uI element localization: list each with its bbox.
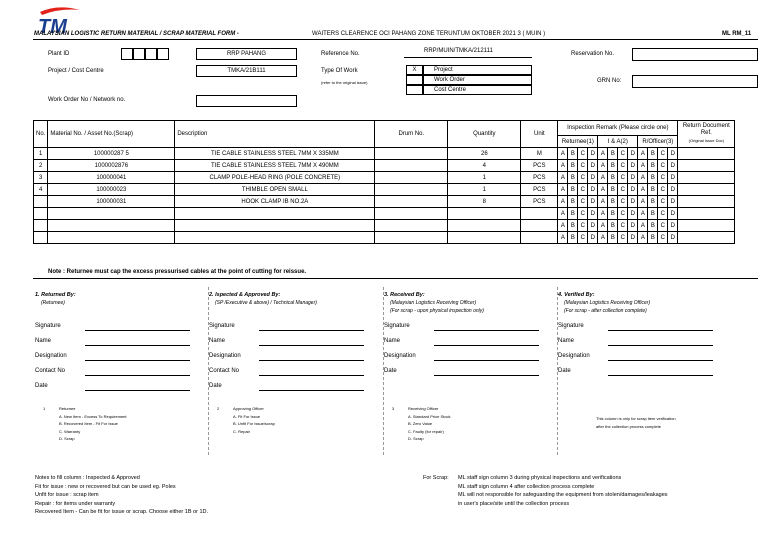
footer-note: Repair : for items under warranty [35, 500, 116, 507]
grade-option[interactable]: D [588, 184, 598, 196]
type-of-work-label: Type Of Work [321, 68, 358, 74]
grade-option[interactable]: D [588, 232, 598, 244]
row-drum[interactable] [375, 220, 448, 232]
grade-option[interactable]: D [588, 172, 598, 184]
table-row [34, 208, 735, 220]
legend-item: B. Zero Value [408, 421, 433, 426]
grade-option[interactable]: A [638, 160, 648, 172]
signoff-field-line[interactable] [434, 375, 539, 376]
project-label: Project / Cost Centre [48, 68, 104, 74]
row-unit[interactable] [521, 232, 558, 244]
signoff-field-line[interactable] [85, 330, 190, 331]
row-no[interactable]: 3 [34, 172, 48, 184]
row-no[interactable] [34, 220, 48, 232]
table-row [34, 160, 735, 172]
row-return-doc[interactable] [678, 160, 735, 172]
grade-option[interactable]: B [568, 220, 578, 232]
signoff-legend [392, 405, 450, 443]
work-order-field[interactable] [196, 95, 297, 107]
grade-option[interactable]: C [578, 220, 588, 232]
signoff-section-2 [209, 287, 384, 455]
row-description[interactable]: CLAMP POLE-HEAD RING (POLE CONCRETE) [175, 172, 375, 184]
row-unit[interactable]: PCS [521, 196, 558, 208]
grade-option[interactable]: D [588, 196, 598, 208]
signoff-field-line[interactable] [608, 360, 713, 361]
signoff-subtitle: (Returnee) [41, 300, 65, 306]
row-return-doc[interactable] [678, 220, 735, 232]
header-unit: Unit [521, 121, 558, 148]
form-subject: WAITERS CLEARENCE OCI PAHANG ZONE TERUNTUM OKTOBER 2021 3 ( MUIN ) [312, 31, 546, 37]
scrap-note: ML staff sign column 4 after collection process complete [458, 483, 595, 490]
row-drum[interactable] [375, 196, 448, 208]
signoff-field-label: Name [35, 338, 52, 344]
grade-option[interactable]: A [598, 220, 608, 232]
grade-option[interactable]: B [648, 196, 658, 208]
grade-option[interactable]: D [668, 160, 678, 172]
signoff-subtitle: (For scrap - after collection complete) [564, 308, 647, 314]
legend-title: Returnee [59, 406, 76, 411]
row-material[interactable] [48, 220, 175, 232]
logo-text: TM [38, 16, 67, 36]
grade-option[interactable]: B [608, 232, 618, 244]
row-return-doc[interactable] [678, 172, 735, 184]
signoff-field-line[interactable] [608, 330, 713, 331]
grade-option[interactable]: A [638, 220, 648, 232]
row-description[interactable] [175, 220, 375, 232]
row-unit[interactable] [521, 208, 558, 220]
header-description: Description [175, 121, 375, 148]
grade-option[interactable]: A [598, 160, 608, 172]
row-description[interactable]: THIMBLE OPEN SMALL [175, 184, 375, 196]
row-description[interactable] [175, 232, 375, 244]
grade-option[interactable]: B [648, 184, 658, 196]
header-returnee: Returnee(1) [558, 136, 598, 148]
grade-option[interactable]: B [568, 172, 578, 184]
grade-option[interactable]: D [668, 220, 678, 232]
table-row [34, 232, 735, 244]
grade-option[interactable]: C [658, 220, 668, 232]
grade-option[interactable]: A [638, 148, 648, 160]
grade-option[interactable]: A [638, 196, 648, 208]
type-of-work-note: (refer to the original issue) [321, 80, 368, 85]
grade-option[interactable]: D [628, 184, 638, 196]
legend-item: A. Standard Price Stock [408, 413, 451, 419]
type-option-work-order: Work Order [423, 75, 532, 85]
type-option-project: Project [423, 65, 532, 75]
header-ia: I & A(2) [598, 136, 638, 148]
grade-option[interactable]: C [618, 196, 628, 208]
legend-number: 3 [392, 406, 395, 411]
grade-option[interactable]: C [658, 148, 668, 160]
row-description[interactable]: HOOK CLAMP IB NO.2A [175, 196, 375, 208]
grade-option[interactable]: B [648, 160, 658, 172]
grade-option[interactable]: A [638, 172, 648, 184]
signoff-title: 1. Returned By: [35, 292, 76, 298]
table-note: Note : Returnee must cap the excess pressurised cables at the point of cutting for reissue. [48, 269, 307, 275]
signoff-field-line[interactable] [259, 345, 364, 346]
scrap-notes [458, 474, 668, 508]
row-no[interactable] [34, 232, 48, 244]
table-row [34, 148, 735, 160]
signoff-field-line[interactable] [85, 375, 190, 376]
row-quantity[interactable]: 8 [448, 196, 521, 208]
row-material[interactable] [48, 232, 175, 244]
signoff-legend [43, 405, 127, 443]
row-quantity[interactable] [448, 220, 521, 232]
grade-option[interactable]: D [668, 148, 678, 160]
row-unit[interactable]: PCS [521, 160, 558, 172]
footer-note: Recovered Item - Can be fit for issue or scrap. Choose either 1B or 1D. [35, 509, 209, 515]
row-no[interactable] [34, 196, 48, 208]
signoff-field-label: Name [384, 338, 401, 344]
grade-option[interactable]: A [558, 160, 568, 172]
signoff-field-label: Signature [209, 323, 235, 329]
grade-option[interactable]: B [648, 172, 658, 184]
row-return-doc[interactable] [678, 232, 735, 244]
signoff-field-label: Signature [558, 323, 584, 329]
grade-option[interactable]: B [608, 220, 618, 232]
grade-option[interactable]: D [588, 148, 598, 160]
scrap-note: ML staff sign column 3 during physical inspections and verifications [458, 475, 622, 481]
signoff-subtitle: (Malaysian Logistics Receiving Officer) [564, 300, 651, 306]
signoff-field-label: Designation [558, 353, 590, 359]
row-description[interactable] [175, 208, 375, 220]
grade-option[interactable]: C [578, 172, 588, 184]
row-description[interactable]: TIE CABLE STAINLESS STEEL 7MM X 490MM [175, 160, 375, 172]
legend-item: C. Repair [233, 428, 250, 434]
signoff-legend [566, 415, 676, 430]
grade-option[interactable]: A [598, 196, 608, 208]
grade-option[interactable]: C [658, 208, 668, 220]
signoff-subtitle: (SP /Executive & above) / Technical Manager) [215, 300, 317, 306]
grade-option[interactable]: B [648, 208, 658, 220]
legend-item: after the collection process complete [596, 423, 661, 429]
type-cost-centre-checkbox[interactable] [406, 85, 423, 95]
legend-title: Receiving Officer [408, 406, 439, 411]
row-unit[interactable]: M [521, 148, 558, 160]
signoff-section-4 [558, 287, 758, 455]
grade-option[interactable]: D [588, 160, 598, 172]
header-quantity: Quantity [448, 121, 521, 148]
legend-item: A. Fit For Issue [233, 413, 261, 419]
grade-option[interactable]: A [598, 172, 608, 184]
row-description[interactable]: TIE CABLE STAINLESS STEEL 7MM X 335MM [175, 148, 375, 160]
row-quantity[interactable]: 4 [448, 160, 521, 172]
legend-number: 1 [43, 406, 46, 411]
grade-option[interactable]: C [618, 148, 628, 160]
row-material[interactable]: 100000041 [48, 172, 175, 184]
row-no[interactable]: 1 [34, 148, 48, 160]
grade-option[interactable]: C [618, 208, 628, 220]
grade-option[interactable]: A [598, 208, 608, 220]
legend-number: 2 [217, 406, 220, 411]
grade-option[interactable]: B [648, 148, 658, 160]
signoff-subtitle: (Malaysian Logistics Receiving Officer) [390, 300, 477, 306]
grade-option[interactable]: B [568, 184, 578, 196]
row-no[interactable]: 2 [34, 160, 48, 172]
signoff-field-line[interactable] [259, 375, 364, 376]
row-quantity[interactable]: 1 [448, 184, 521, 196]
legend-item: D. Scrap [408, 436, 424, 441]
row-drum[interactable] [375, 208, 448, 220]
grade-option[interactable]: C [578, 148, 588, 160]
project-value: TMKA/21B111 [227, 68, 266, 74]
grade-option[interactable]: A [638, 232, 648, 244]
signoff-field-line[interactable] [608, 375, 713, 376]
row-drum[interactable] [375, 232, 448, 244]
grade-option[interactable]: D [628, 196, 638, 208]
signoff-field-label: Signature [384, 323, 410, 329]
header-rule [33, 39, 758, 40]
plant-value: RRP PAHANG [226, 51, 267, 57]
grade-option[interactable]: A [558, 196, 568, 208]
signoff-field-label: Designation [35, 353, 67, 359]
grade-option[interactable]: A [598, 148, 608, 160]
plant-id-label: Plant ID [48, 51, 70, 57]
grade-option[interactable]: B [608, 196, 618, 208]
legend-item: D. Scrap [59, 436, 75, 441]
grade-option[interactable]: B [568, 232, 578, 244]
grade-option[interactable]: D [628, 232, 638, 244]
grade-option[interactable]: D [628, 160, 638, 172]
grade-option[interactable]: D [668, 232, 678, 244]
form-code: ML RM_11 [722, 31, 752, 37]
grade-option[interactable]: C [658, 184, 668, 196]
row-material[interactable] [48, 208, 175, 220]
grade-option[interactable]: B [648, 232, 658, 244]
grade-option[interactable]: B [568, 208, 578, 220]
signoff-field-label: Designation [209, 353, 241, 359]
row-quantity[interactable]: 26 [448, 148, 521, 160]
row-quantity[interactable] [448, 208, 521, 220]
grade-option[interactable]: D [588, 220, 598, 232]
row-no[interactable] [34, 208, 48, 220]
scrap-note: ML will not responsible for safeguarding the equipment from stolen/damages/leakages [458, 492, 668, 498]
table-row [34, 172, 735, 184]
header-inspection: Inspection Remark (Please circle one) [558, 121, 678, 136]
grade-option[interactable]: A [558, 184, 568, 196]
legend-title: Approving Officer [233, 406, 264, 411]
grade-option[interactable]: D [628, 172, 638, 184]
header-return-doc: Return Document Ref. (Original Issue Doc) [678, 121, 735, 148]
reservation-label: Reservation No. [571, 51, 615, 57]
row-material[interactable]: 100000023 [48, 184, 175, 196]
row-material[interactable]: 1000002876 [48, 160, 175, 172]
signoff-field-label: Contact No [209, 368, 240, 374]
grade-option[interactable]: B [568, 148, 578, 160]
row-return-doc[interactable] [678, 196, 735, 208]
signoff-field-label: Date [35, 383, 48, 389]
signoff-field-label: Contact No [35, 368, 66, 374]
type-project-checkbox[interactable] [406, 65, 423, 75]
grade-option[interactable]: B [568, 160, 578, 172]
row-drum[interactable] [375, 172, 448, 184]
grade-option[interactable]: C [658, 172, 668, 184]
grade-option[interactable]: A [598, 232, 608, 244]
grade-option[interactable]: B [568, 196, 578, 208]
grade-option[interactable]: C [618, 232, 628, 244]
note-rule [33, 278, 758, 279]
signoff-field-line[interactable] [259, 360, 364, 361]
legend-item: A. New Item - Excess To Requirement [59, 413, 127, 419]
grn-label: GRN No: [597, 78, 622, 84]
signoff-field-line[interactable] [434, 345, 539, 346]
items-table [33, 120, 735, 244]
plant-id-box-1[interactable] [121, 48, 133, 60]
signoff-field-label: Signature [35, 323, 61, 329]
grade-option[interactable]: B [608, 208, 618, 220]
grade-option[interactable]: A [558, 232, 568, 244]
plant-id-box-3[interactable] [145, 48, 157, 60]
legend-item: C. Faulty (for repair) [408, 428, 444, 434]
row-drum[interactable] [375, 184, 448, 196]
grade-option[interactable]: C [658, 196, 668, 208]
grade-option[interactable]: C [658, 232, 668, 244]
row-unit[interactable]: PCS [521, 172, 558, 184]
grade-option[interactable]: C [578, 208, 588, 220]
row-material[interactable]: 100000287 5 [48, 148, 175, 160]
row-quantity[interactable]: 1 [448, 172, 521, 184]
grade-option[interactable]: A [558, 208, 568, 220]
reservation-field[interactable] [632, 48, 758, 61]
type-work-order-checkbox[interactable] [406, 75, 423, 85]
signoff-field-line[interactable] [85, 360, 190, 361]
signoff-field-line[interactable] [259, 330, 364, 331]
grade-option[interactable]: C [658, 160, 668, 172]
table-row [34, 196, 735, 208]
logo-swoosh [40, 7, 80, 15]
grade-option[interactable]: A [598, 184, 608, 196]
grade-option[interactable]: D [628, 208, 638, 220]
grade-option[interactable]: C [618, 220, 628, 232]
grade-option[interactable]: C [578, 196, 588, 208]
plant-value-field[interactable] [196, 48, 297, 60]
signoff-field-line[interactable] [85, 390, 190, 391]
signoff-title: 4. Verified By: [558, 292, 595, 298]
signoff-field-line[interactable] [85, 345, 190, 346]
plant-id-box-4[interactable] [157, 48, 169, 60]
grade-option[interactable]: A [638, 184, 648, 196]
signoff-field-line[interactable] [259, 390, 364, 391]
grade-option[interactable]: D [628, 220, 638, 232]
grade-option[interactable]: A [558, 148, 568, 160]
row-material[interactable]: 100000031 [48, 196, 175, 208]
grade-option[interactable]: C [618, 172, 628, 184]
signoff-field-line[interactable] [434, 330, 539, 331]
footer-notes [35, 474, 208, 517]
grade-option[interactable]: A [638, 208, 648, 220]
legend-item: C. Warranty [59, 428, 81, 434]
signoff-field-line[interactable] [434, 360, 539, 361]
signoff-field-label: Date [209, 383, 222, 389]
legend-item: This column is only for scrap item verification [596, 416, 676, 421]
legend-item: B. Recovered Item - Fit For Issue [59, 421, 118, 426]
signoff-title: 3. Received By: [384, 292, 425, 298]
grade-option[interactable]: D [668, 208, 678, 220]
row-unit[interactable]: PCS [521, 184, 558, 196]
grade-option[interactable]: C [578, 232, 588, 244]
signoff-field-label: Name [558, 338, 575, 344]
row-return-doc[interactable] [678, 208, 735, 220]
footer-note: Unfit for issue : scrap item [35, 492, 99, 498]
footer-note: Notes to fill column : Inspected & Approved [35, 475, 140, 481]
header-rofficer: R/Officer(3) [638, 136, 678, 148]
footer-note: Fit for issue : new or recovered but can be used eg. Poles [35, 483, 176, 490]
grade-option[interactable]: B [608, 184, 618, 196]
grade-option[interactable]: D [668, 184, 678, 196]
legend-item: B. Unfit For Issue/scrap [233, 421, 275, 426]
row-drum[interactable] [375, 148, 448, 160]
form-title: MALAYSIAN LOGISTIC RETURN MATERIAL / SCRAP MATERIAL FORM - [34, 31, 239, 37]
grade-option[interactable]: D [668, 172, 678, 184]
reference-value: RRP/MUIN/TMKA/212111 [424, 48, 493, 54]
grn-field[interactable] [632, 75, 758, 88]
grade-option[interactable]: A [558, 172, 568, 184]
project-value-field[interactable] [196, 65, 297, 77]
grade-option[interactable]: C [578, 160, 588, 172]
row-quantity[interactable] [448, 232, 521, 244]
row-return-doc[interactable] [678, 148, 735, 160]
grade-option[interactable]: B [648, 220, 658, 232]
grade-option[interactable]: A [558, 220, 568, 232]
row-return-doc[interactable] [678, 184, 735, 196]
grade-option[interactable]: B [608, 172, 618, 184]
grade-option[interactable]: D [628, 148, 638, 160]
signoff-section-1 [35, 287, 209, 455]
grade-option[interactable]: C [618, 160, 628, 172]
type-selected-mark: X [412, 67, 417, 73]
signoff-field-line[interactable] [608, 345, 713, 346]
header-drum: Drum No. [375, 121, 448, 148]
type-option-cost-centre: Cost Centre [423, 85, 532, 95]
grade-option[interactable]: B [608, 160, 618, 172]
grade-option[interactable]: D [588, 208, 598, 220]
reference-label: Reference No. [321, 51, 360, 57]
signoff-section-3 [384, 287, 558, 455]
scrap-note: in user's place/site until the collection process [458, 500, 570, 507]
table-row [34, 184, 735, 196]
grade-option[interactable]: D [668, 196, 678, 208]
signoff-field-label: Date [384, 368, 397, 374]
plant-id-box-2[interactable] [133, 48, 145, 60]
signoff-subtitle: (For scrap - upon physical inspection only) [390, 308, 484, 314]
scrap-label: For Scrap: [423, 475, 449, 481]
row-drum[interactable] [375, 160, 448, 172]
grade-option[interactable]: C [578, 184, 588, 196]
grade-option[interactable]: B [608, 148, 618, 160]
reference-underline [404, 57, 532, 58]
row-no[interactable]: 4 [34, 184, 48, 196]
header-material: Material No. / Asset No.(Scrap) [48, 121, 175, 148]
header-no: No. [34, 121, 48, 148]
table-header-row [34, 121, 735, 136]
grade-option[interactable]: C [618, 184, 628, 196]
signoff-field-label: Name [209, 338, 226, 344]
signoff-legend [217, 405, 275, 435]
table-row [34, 220, 735, 232]
signoff-field-label: Date [558, 368, 571, 374]
signoff-field-label: Designation [384, 353, 416, 359]
work-order-label: Work Order No / Network no. [48, 97, 126, 103]
row-unit[interactable] [521, 220, 558, 232]
signoff-title: 2. Ispected & Approved By: [209, 292, 281, 298]
